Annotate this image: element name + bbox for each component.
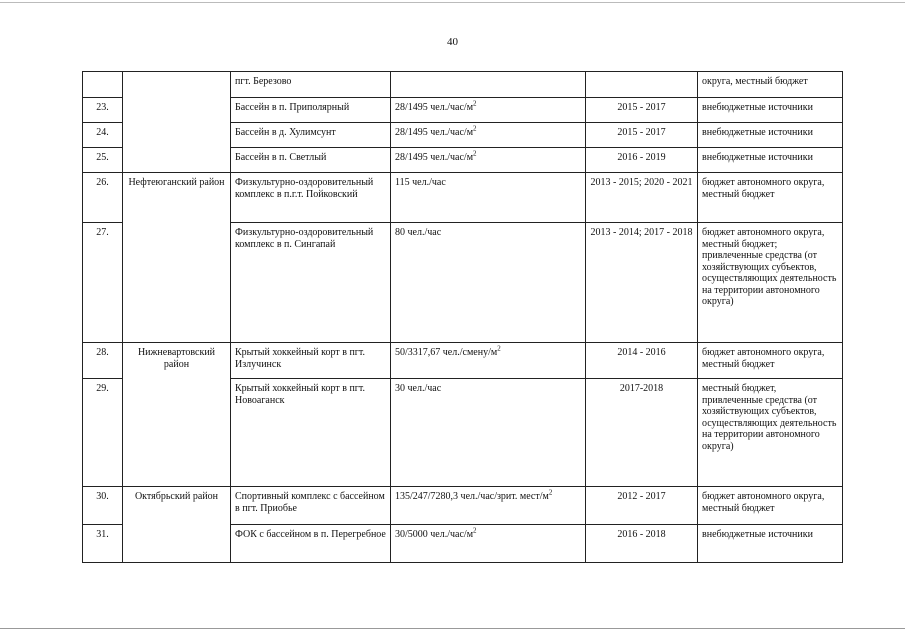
row-number: 25.	[83, 148, 123, 173]
object-cell: ФОК с бассейном в п. Перегребное	[231, 525, 391, 563]
capacity-cell: 50/3317,67 $чел./смену/м^2$	[391, 343, 586, 379]
capacity-cell: 30/5000 $чел./час/м^2$	[391, 525, 586, 563]
capacity-cell: 30 чел./час	[391, 379, 586, 487]
district-cell	[123, 72, 231, 173]
period-cell: 2013 - 2015; 2020 - 2021	[586, 173, 698, 223]
row-number: 24.	[83, 123, 123, 148]
capacity-cell: 28/1495 $чел./час/м^2$	[391, 148, 586, 173]
scan-edge-bottom	[0, 628, 905, 629]
row-number: 29.	[83, 379, 123, 487]
period-cell: 2015 - 2017	[586, 123, 698, 148]
table-row	[83, 173, 843, 223]
district-cell: Нижневартовский район	[123, 343, 231, 487]
capacity-cell: 28/1495 $чел./час/м^2$	[391, 98, 586, 123]
capacity-cell: 115 чел./час	[391, 173, 586, 223]
source-cell: внебюджетные источники	[698, 525, 843, 563]
period-cell: 2017-2018	[586, 379, 698, 487]
table-row	[83, 72, 843, 98]
period-cell: 2012 - 2017	[586, 487, 698, 525]
capacity-cell	[391, 72, 586, 98]
district-cell: Октябрьский район	[123, 487, 231, 563]
object-cell: Спортивный комплекс с бассейном в пгт. Приобье	[231, 487, 391, 525]
period-cell: 2016 - 2019	[586, 148, 698, 173]
table-row	[83, 487, 843, 525]
object-cell: Бассейн в д. Хулимсунт	[231, 123, 391, 148]
source-cell: бюджет автономного округа, местный бюджет	[698, 173, 843, 223]
object-cell: Бассейн в п. Приполярный	[231, 98, 391, 123]
period-cell: 2015 - 2017	[586, 98, 698, 123]
scan-edge-top	[0, 2, 905, 3]
source-cell: местный бюджет, привлеченные средства (от хозяйствующих субъектов, осуществляющих деятельность на территории автономного округа)	[698, 379, 843, 487]
period-cell	[586, 72, 698, 98]
period-cell: 2016 - 2018	[586, 525, 698, 563]
row-number: 27.	[83, 223, 123, 343]
source-cell: округа, местный бюджет	[698, 72, 843, 98]
source-cell: бюджет автономного округа, местный бюджет	[698, 343, 843, 379]
source-cell: бюджет автономного округа, местный бюджет	[698, 487, 843, 525]
capacity-cell: 80 чел./час	[391, 223, 586, 343]
row-number: 23.	[83, 98, 123, 123]
row-number: 26.	[83, 173, 123, 223]
period-cell: 2013 - 2014; 2017 - 2018	[586, 223, 698, 343]
facilities-table	[82, 71, 843, 563]
page-number: 40	[447, 36, 458, 48]
capacity-cell: 135/247/7280,3 чел./час/зрит. мест/$м^2$	[391, 487, 586, 525]
source-cell: внебюджетные источники	[698, 148, 843, 173]
object-cell: пгт. Березово	[231, 72, 391, 98]
object-cell: Бассейн в п. Светлый	[231, 148, 391, 173]
object-cell: Крытый хоккейный корт в пгт. Излучинск	[231, 343, 391, 379]
period-cell: 2014 - 2016	[586, 343, 698, 379]
table-row	[83, 343, 843, 379]
capacity-cell: 28/1495 $чел./час/м^2$	[391, 123, 586, 148]
source-cell: бюджет автономного округа, местный бюджет; привлеченные средства (от хозяйствующих субъектов, осуществляющих деятельность на территории автономного округа)	[698, 223, 843, 343]
source-cell: внебюджетные источники	[698, 98, 843, 123]
object-cell: Крытый хоккейный корт в пгт. Новоаганск	[231, 379, 391, 487]
row-number	[83, 72, 123, 98]
row-number: 31.	[83, 525, 123, 563]
row-number: 30.	[83, 487, 123, 525]
object-cell: Физкультурно-оздоровительный комплекс в п. Сингапай	[231, 223, 391, 343]
district-cell: Нефтеюганский район	[123, 173, 231, 343]
row-number: 28.	[83, 343, 123, 379]
source-cell: внебюджетные источники	[698, 123, 843, 148]
object-cell: Физкультурно-оздоровительный комплекс в п.г.т. Пойковский	[231, 173, 391, 223]
